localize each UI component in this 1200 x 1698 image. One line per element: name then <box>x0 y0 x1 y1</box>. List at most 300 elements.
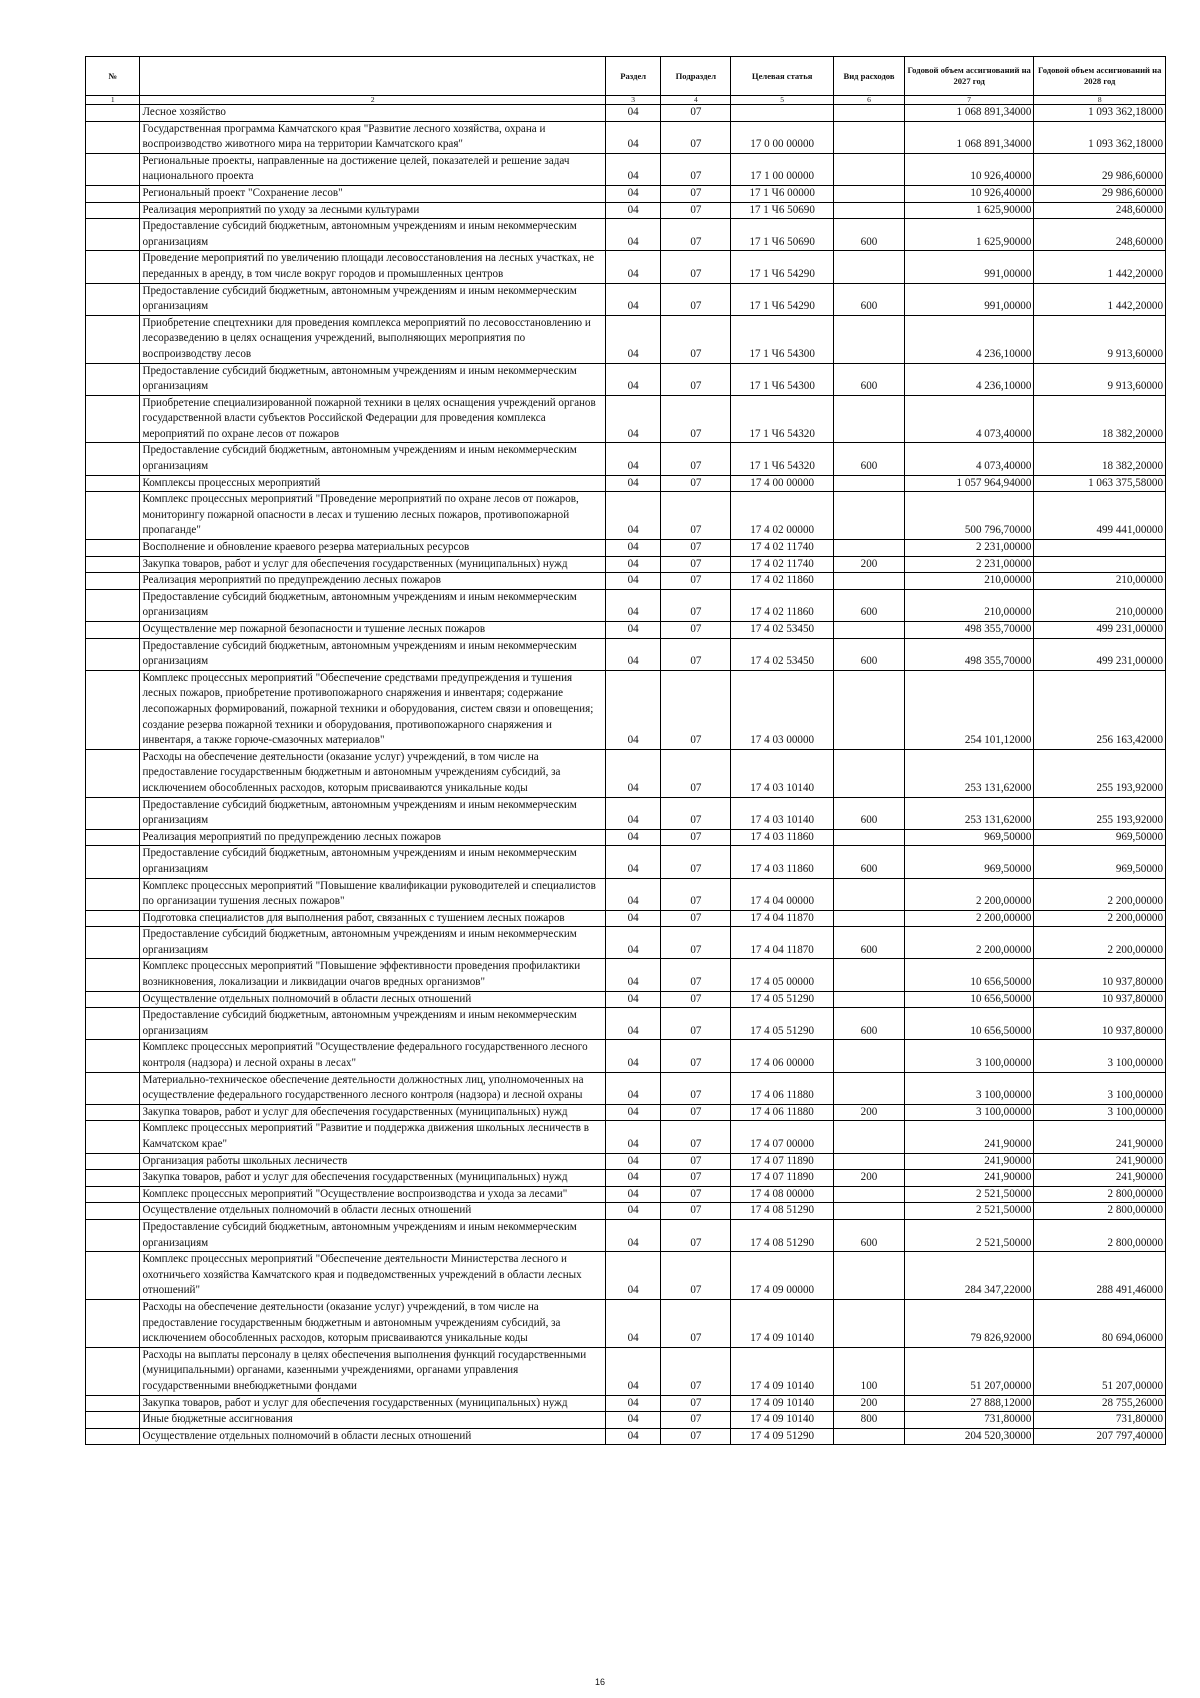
row-volume-2027: 284 347,22000 <box>904 1252 1033 1300</box>
row-subsection: 07 <box>661 927 731 959</box>
row-target-article: 17 1 Ч6 54320 <box>731 395 834 443</box>
table-row <box>86 121 1166 153</box>
table-row <box>86 283 1166 315</box>
row-target-article: 17 4 07 00000 <box>731 1121 834 1153</box>
row-volume-2027: 253 131,62000 <box>904 749 1033 797</box>
row-number <box>86 1347 140 1395</box>
header-volume-2028: Годовой объем ассигнований на 2028 год <box>1034 57 1166 96</box>
row-name: Закупка товаров, работ и услуг для обеспечения государственных (муниципальных) нужд <box>140 556 605 573</box>
row-number <box>86 797 140 829</box>
row-expense-type <box>834 910 905 927</box>
row-number <box>86 959 140 991</box>
row-expense-type <box>834 829 905 846</box>
row-target-article: 17 4 02 11740 <box>731 540 834 557</box>
row-name: Предоставление субсидий бюджетным, автономным учреждениям и иным некоммерческим организациям <box>140 219 605 251</box>
table-row <box>86 622 1166 639</box>
row-section: 04 <box>605 1299 660 1347</box>
row-subsection: 07 <box>661 121 731 153</box>
row-volume-2027: 2 521,50000 <box>904 1186 1033 1203</box>
row-name: Предоставление субсидий бюджетным, автономным учреждениям и иным некоммерческим организациям <box>140 638 605 670</box>
table-row <box>86 910 1166 927</box>
row-expense-type <box>834 1040 905 1072</box>
row-name: Проведение мероприятий по увеличению площади лесовосстановления на лесных участках, не переданных в аренду, в том числе вокруг городов и промышленных центров <box>140 251 605 283</box>
row-volume-2027: 4 236,10000 <box>904 315 1033 363</box>
row-expense-type <box>834 991 905 1008</box>
row-volume-2027: 2 200,00000 <box>904 878 1033 910</box>
row-volume-2028: 29 986,60000 <box>1034 153 1166 185</box>
table-row <box>86 589 1166 621</box>
row-subsection: 07 <box>661 105 731 122</box>
row-volume-2028: 288 491,46000 <box>1034 1252 1166 1300</box>
table-row <box>86 1395 1166 1412</box>
table-row <box>86 1203 1166 1220</box>
row-target-article: 17 4 02 53450 <box>731 622 834 639</box>
row-number <box>86 121 140 153</box>
row-subsection: 07 <box>661 202 731 219</box>
row-subsection: 07 <box>661 1186 731 1203</box>
row-expense-type <box>834 1072 905 1104</box>
row-number <box>86 475 140 492</box>
row-volume-2028: 2 200,00000 <box>1034 878 1166 910</box>
column-number: 3 <box>605 96 660 105</box>
row-volume-2028: 241,90000 <box>1034 1170 1166 1187</box>
table-row <box>86 959 1166 991</box>
row-section: 04 <box>605 622 660 639</box>
row-volume-2027: 79 826,92000 <box>904 1299 1033 1347</box>
column-number: 6 <box>834 96 905 105</box>
table-row <box>86 492 1166 540</box>
row-expense-type <box>834 315 905 363</box>
row-volume-2028: 1 093 362,18000 <box>1034 121 1166 153</box>
row-name: Расходы на обеспечение деятельности (оказание услуг) учреждений, в том числе на предоставление государственным бюджетным и автономным учреждениям субсидий, за исключением обособленных расходов, которым присваиваются уникальные коды <box>140 749 605 797</box>
row-number <box>86 573 140 590</box>
row-name: Государственная программа Камчатского края "Развитие лесного хозяйства, охрана и воспроизводство животного мира на территории Камчатского края" <box>140 121 605 153</box>
row-expense-type <box>834 1121 905 1153</box>
row-target-article: 17 4 04 11870 <box>731 910 834 927</box>
row-name: Расходы на обеспечение деятельности (оказание услуг) учреждений, в том числе на предоставление государственным бюджетным и автономным учреждениям субсидий, за исключением обособленных расходов, которым присваиваются уникальные коды <box>140 1299 605 1347</box>
row-name: Осуществление отдельных полномочий в области лесных отношений <box>140 1428 605 1445</box>
row-expense-type <box>834 105 905 122</box>
row-name: Комплекс процессных мероприятий "Развитие и поддержка движения школьных лесничеств в Камчатском крае" <box>140 1121 605 1153</box>
table-row <box>86 219 1166 251</box>
row-target-article: 17 1 Ч6 50690 <box>731 202 834 219</box>
table-row <box>86 573 1166 590</box>
table-row <box>86 1347 1166 1395</box>
row-section: 04 <box>605 1008 660 1040</box>
row-expense-type <box>834 670 905 749</box>
row-number <box>86 1395 140 1412</box>
row-volume-2028: 248,60000 <box>1034 219 1166 251</box>
row-name: Комплекс процессных мероприятий "Осуществление воспроизводства и ухода за лесами" <box>140 1186 605 1203</box>
row-subsection: 07 <box>661 1153 731 1170</box>
row-number <box>86 878 140 910</box>
row-expense-type: 100 <box>834 1347 905 1395</box>
row-section: 04 <box>605 153 660 185</box>
row-volume-2028: 2 800,00000 <box>1034 1219 1166 1251</box>
row-volume-2027: 241,90000 <box>904 1170 1033 1187</box>
row-section: 04 <box>605 363 660 395</box>
row-volume-2027: 241,90000 <box>904 1121 1033 1153</box>
row-volume-2028: 3 100,00000 <box>1034 1040 1166 1072</box>
table-row <box>86 1428 1166 1445</box>
row-volume-2027: 969,50000 <box>904 829 1033 846</box>
row-volume-2027: 498 355,70000 <box>904 638 1033 670</box>
row-volume-2028: 18 382,20000 <box>1034 395 1166 443</box>
table-row <box>86 475 1166 492</box>
row-expense-type <box>834 1252 905 1300</box>
row-section: 04 <box>605 1186 660 1203</box>
row-subsection: 07 <box>661 153 731 185</box>
row-section: 04 <box>605 1104 660 1121</box>
row-volume-2028: 10 937,80000 <box>1034 959 1166 991</box>
header-name <box>140 57 605 96</box>
row-volume-2028: 1 442,20000 <box>1034 283 1166 315</box>
header-row <box>86 57 1166 96</box>
row-target-article: 17 1 Ч6 00000 <box>731 185 834 202</box>
row-expense-type <box>834 749 905 797</box>
row-name: Приобретение специализированной пожарной техники в целях оснащения учреждений органов государственной власти субъектов Российской Федерации для проведения комплекса мероприятий по охране лесов от пожаров <box>140 395 605 443</box>
row-volume-2027: 253 131,62000 <box>904 797 1033 829</box>
row-subsection: 07 <box>661 638 731 670</box>
row-volume-2027: 10 656,50000 <box>904 1008 1033 1040</box>
row-subsection: 07 <box>661 1040 731 1072</box>
row-section: 04 <box>605 910 660 927</box>
row-target-article: 17 4 05 51290 <box>731 1008 834 1040</box>
page-number: 16 <box>594 1677 605 1687</box>
row-target-article: 17 4 06 11880 <box>731 1104 834 1121</box>
table-row <box>86 1040 1166 1072</box>
row-section: 04 <box>605 589 660 621</box>
row-name: Комплекс процессных мероприятий "Обеспечение деятельности Министерства лесного и охотничьего хозяйства Камчатского края и подведомственных учреждений в области лесных отношений" <box>140 1252 605 1300</box>
row-number <box>86 1203 140 1220</box>
row-target-article <box>731 105 834 122</box>
row-number <box>86 670 140 749</box>
row-volume-2028 <box>1034 556 1166 573</box>
row-number <box>86 283 140 315</box>
row-number <box>86 1040 140 1072</box>
row-expense-type: 600 <box>834 363 905 395</box>
row-section: 04 <box>605 991 660 1008</box>
row-name: Региональный проект "Сохранение лесов" <box>140 185 605 202</box>
row-volume-2027: 3 100,00000 <box>904 1040 1033 1072</box>
column-number: 2 <box>140 96 605 105</box>
table-row <box>86 1153 1166 1170</box>
row-target-article: 17 4 00 00000 <box>731 475 834 492</box>
row-section: 04 <box>605 1252 660 1300</box>
row-section: 04 <box>605 202 660 219</box>
row-volume-2028: 210,00000 <box>1034 589 1166 621</box>
row-volume-2028: 731,80000 <box>1034 1412 1166 1429</box>
row-subsection: 07 <box>661 185 731 202</box>
row-name: Предоставление субсидий бюджетным, автономным учреждениям и иным некоммерческим организациям <box>140 927 605 959</box>
table-row <box>86 1170 1166 1187</box>
row-volume-2028: 1 442,20000 <box>1034 251 1166 283</box>
row-subsection: 07 <box>661 910 731 927</box>
row-volume-2028: 2 200,00000 <box>1034 927 1166 959</box>
row-volume-2028: 1 093 362,18000 <box>1034 105 1166 122</box>
row-volume-2028: 2 800,00000 <box>1034 1186 1166 1203</box>
row-target-article: 17 4 05 51290 <box>731 991 834 1008</box>
row-name: Материально-техническое обеспечение деятельности должностных лиц, уполномоченных на осуществление федерального государственного лесного контроля (надзора) и лесной охраны <box>140 1072 605 1104</box>
row-section: 04 <box>605 1412 660 1429</box>
row-number <box>86 395 140 443</box>
row-expense-type <box>834 878 905 910</box>
row-section: 04 <box>605 105 660 122</box>
row-volume-2028: 28 755,26000 <box>1034 1395 1166 1412</box>
row-name: Приобретение спецтехники для проведения комплекса мероприятий по лесовосстановлению и лесоразведению в целях оснащения учреждений, выполняющих мероприятия по воспроизводству лесов <box>140 315 605 363</box>
column-number: 1 <box>86 96 140 105</box>
row-volume-2027: 4 073,40000 <box>904 443 1033 475</box>
row-volume-2028: 3 100,00000 <box>1034 1104 1166 1121</box>
table-row <box>86 540 1166 557</box>
row-volume-2027: 1 068 891,34000 <box>904 121 1033 153</box>
row-number <box>86 363 140 395</box>
row-name: Реализация мероприятий по предупреждению лесных пожаров <box>140 829 605 846</box>
row-volume-2028: 18 382,20000 <box>1034 443 1166 475</box>
row-volume-2027: 10 926,40000 <box>904 153 1033 185</box>
budget-table <box>85 56 1166 1445</box>
row-expense-type <box>834 202 905 219</box>
row-number <box>86 185 140 202</box>
table-row <box>86 202 1166 219</box>
row-section: 04 <box>605 121 660 153</box>
row-section: 04 <box>605 1121 660 1153</box>
row-expense-type <box>834 1203 905 1220</box>
row-expense-type: 200 <box>834 1104 905 1121</box>
row-target-article: 17 4 04 11870 <box>731 927 834 959</box>
row-section: 04 <box>605 573 660 590</box>
row-volume-2028: 256 163,42000 <box>1034 670 1166 749</box>
row-expense-type <box>834 475 905 492</box>
row-subsection: 07 <box>661 573 731 590</box>
row-volume-2027: 10 656,50000 <box>904 959 1033 991</box>
row-section: 04 <box>605 443 660 475</box>
header-num: № <box>86 57 140 96</box>
row-volume-2028: 241,90000 <box>1034 1153 1166 1170</box>
row-name: Комплекс процессных мероприятий "Повышение квалификации руководителей и специалистов по организации тушения лесных пожаров" <box>140 878 605 910</box>
row-number <box>86 556 140 573</box>
row-target-article: 17 4 09 10140 <box>731 1347 834 1395</box>
row-subsection: 07 <box>661 622 731 639</box>
row-number <box>86 105 140 122</box>
row-name: Иные бюджетные ассигнования <box>140 1412 605 1429</box>
row-target-article: 17 1 Ч6 54300 <box>731 315 834 363</box>
row-number <box>86 443 140 475</box>
row-volume-2027: 4 236,10000 <box>904 363 1033 395</box>
row-target-article: 17 4 06 11880 <box>731 1072 834 1104</box>
row-section: 04 <box>605 283 660 315</box>
row-volume-2027: 500 796,70000 <box>904 492 1033 540</box>
column-number-row <box>86 96 1166 105</box>
row-expense-type <box>834 1428 905 1445</box>
row-subsection: 07 <box>661 492 731 540</box>
row-volume-2027: 498 355,70000 <box>904 622 1033 639</box>
row-volume-2027: 2 231,00000 <box>904 556 1033 573</box>
row-section: 04 <box>605 829 660 846</box>
row-expense-type: 600 <box>834 283 905 315</box>
row-expense-type <box>834 251 905 283</box>
row-section: 04 <box>605 1347 660 1395</box>
row-volume-2028 <box>1034 540 1166 557</box>
row-subsection: 07 <box>661 878 731 910</box>
row-number <box>86 1170 140 1187</box>
row-expense-type: 600 <box>834 1219 905 1251</box>
row-subsection: 07 <box>661 283 731 315</box>
row-subsection: 07 <box>661 1412 731 1429</box>
header-target-article: Целевая статья <box>731 57 834 96</box>
row-name: Региональные проекты, направленные на достижение целей, показателей и решение задач национального проекта <box>140 153 605 185</box>
row-name: Комплекс процессных мероприятий "Обеспечение средствами предупреждения и тушения лесных пожаров, приобретение противопожарного снаряжения и инвентаря; содержание лесопожарных формирований, пожарной техники и оборудования, систем связи и оповещения; создание резерва пожарной техники и оборудования, противопожарного снаряжения и инвентаря, а также горюче-смазочных материалов" <box>140 670 605 749</box>
row-volume-2028: 969,50000 <box>1034 829 1166 846</box>
row-subsection: 07 <box>661 797 731 829</box>
row-subsection: 07 <box>661 1104 731 1121</box>
table-row <box>86 797 1166 829</box>
row-subsection: 07 <box>661 749 731 797</box>
row-name: Закупка товаров, работ и услуг для обеспечения государственных (муниципальных) нужд <box>140 1395 605 1412</box>
row-name: Предоставление субсидий бюджетным, автономным учреждениям и иным некоммерческим организациям <box>140 443 605 475</box>
row-volume-2027: 4 073,40000 <box>904 395 1033 443</box>
table-row <box>86 991 1166 1008</box>
row-name: Предоставление субсидий бюджетным, автономным учреждениям и иным некоммерческим организациям <box>140 589 605 621</box>
row-number <box>86 153 140 185</box>
row-subsection: 07 <box>661 443 731 475</box>
row-name: Реализация мероприятий по уходу за лесными культурами <box>140 202 605 219</box>
row-section: 04 <box>605 846 660 878</box>
row-expense-type: 600 <box>834 443 905 475</box>
table-row <box>86 1186 1166 1203</box>
row-number <box>86 1104 140 1121</box>
row-subsection: 07 <box>661 1299 731 1347</box>
row-volume-2028: 969,50000 <box>1034 846 1166 878</box>
row-name: Предоставление субсидий бюджетным, автономным учреждениям и иным некоммерческим организациям <box>140 1219 605 1251</box>
table-row <box>86 395 1166 443</box>
row-number <box>86 829 140 846</box>
row-subsection: 07 <box>661 1252 731 1300</box>
row-section: 04 <box>605 927 660 959</box>
row-target-article: 17 4 07 11890 <box>731 1153 834 1170</box>
row-section: 04 <box>605 1203 660 1220</box>
row-volume-2027: 2 521,50000 <box>904 1219 1033 1251</box>
row-expense-type <box>834 121 905 153</box>
row-section: 04 <box>605 556 660 573</box>
table-row <box>86 443 1166 475</box>
row-name: Комплекс процессных мероприятий "Осуществление федерального государственного лесного контроля (надзора) и лесной охраны в лесах" <box>140 1040 605 1072</box>
row-section: 04 <box>605 670 660 749</box>
row-section: 04 <box>605 1072 660 1104</box>
table-row <box>86 1104 1166 1121</box>
row-target-article: 17 1 Ч6 54300 <box>731 363 834 395</box>
row-section: 04 <box>605 219 660 251</box>
table-row <box>86 1412 1166 1429</box>
row-name: Организация работы школьных лесничеств <box>140 1153 605 1170</box>
row-number <box>86 492 140 540</box>
row-number <box>86 1008 140 1040</box>
row-subsection: 07 <box>661 1008 731 1040</box>
row-name: Осуществление отдельных полномочий в области лесных отношений <box>140 1203 605 1220</box>
row-expense-type: 600 <box>834 638 905 670</box>
row-number <box>86 202 140 219</box>
row-subsection: 07 <box>661 395 731 443</box>
row-name: Закупка товаров, работ и услуг для обеспечения государственных (муниципальных) нужд <box>140 1104 605 1121</box>
row-volume-2028: 499 231,00000 <box>1034 622 1166 639</box>
row-section: 04 <box>605 492 660 540</box>
header-volume-2027: Годовой объем ассигнований на 2027 год <box>904 57 1033 96</box>
row-volume-2028: 499 231,00000 <box>1034 638 1166 670</box>
row-expense-type: 600 <box>834 589 905 621</box>
row-target-article: 17 4 02 11740 <box>731 556 834 573</box>
row-expense-type <box>834 492 905 540</box>
row-target-article: 17 4 08 51290 <box>731 1203 834 1220</box>
row-subsection: 07 <box>661 1170 731 1187</box>
row-expense-type: 200 <box>834 556 905 573</box>
row-volume-2027: 27 888,12000 <box>904 1395 1033 1412</box>
row-name: Расходы на выплаты персоналу в целях обеспечения выполнения функций государственными (муниципальными) органами, казенными учреждениями, органами управления государственными внебюджетными фондами <box>140 1347 605 1395</box>
row-expense-type <box>834 573 905 590</box>
row-target-article: 17 4 02 11860 <box>731 573 834 590</box>
row-target-article: 17 4 09 10140 <box>731 1395 834 1412</box>
row-number <box>86 1153 140 1170</box>
row-expense-type: 600 <box>834 1008 905 1040</box>
row-volume-2028: 2 200,00000 <box>1034 910 1166 927</box>
table-body <box>86 105 1166 1445</box>
row-expense-type <box>834 959 905 991</box>
row-number <box>86 1219 140 1251</box>
row-target-article: 17 4 09 10140 <box>731 1412 834 1429</box>
row-target-article: 17 4 02 53450 <box>731 638 834 670</box>
row-number <box>86 927 140 959</box>
row-section: 04 <box>605 185 660 202</box>
row-expense-type: 600 <box>834 846 905 878</box>
row-subsection: 07 <box>661 959 731 991</box>
table-row <box>86 556 1166 573</box>
row-name: Предоставление субсидий бюджетным, автономным учреждениям и иным некоммерческим организациям <box>140 797 605 829</box>
row-number <box>86 1428 140 1445</box>
column-number: 5 <box>731 96 834 105</box>
row-subsection: 07 <box>661 589 731 621</box>
row-name: Комплекс процессных мероприятий "Повышение эффективности проведения профилактики возникновения, локализации и ликвидации очагов вредных организмов" <box>140 959 605 991</box>
row-volume-2028: 10 937,80000 <box>1034 991 1166 1008</box>
row-target-article: 17 4 07 11890 <box>731 1170 834 1187</box>
row-volume-2027: 3 100,00000 <box>904 1072 1033 1104</box>
row-subsection: 07 <box>661 1347 731 1395</box>
row-section: 04 <box>605 797 660 829</box>
row-volume-2028: 255 193,92000 <box>1034 749 1166 797</box>
row-expense-type: 200 <box>834 1170 905 1187</box>
row-subsection: 07 <box>661 1121 731 1153</box>
table-row <box>86 846 1166 878</box>
row-section: 04 <box>605 1040 660 1072</box>
row-expense-type: 600 <box>834 797 905 829</box>
row-volume-2027: 991,00000 <box>904 283 1033 315</box>
row-name: Осуществление отдельных полномочий в области лесных отношений <box>140 991 605 1008</box>
table-row <box>86 315 1166 363</box>
row-name: Предоставление субсидий бюджетным, автономным учреждениям и иным некоммерческим организациям <box>140 1008 605 1040</box>
table-row <box>86 1252 1166 1300</box>
table-row <box>86 1219 1166 1251</box>
row-number <box>86 540 140 557</box>
row-target-article: 17 4 08 51290 <box>731 1219 834 1251</box>
table-row <box>86 153 1166 185</box>
row-expense-type <box>834 185 905 202</box>
row-volume-2028: 2 800,00000 <box>1034 1203 1166 1220</box>
row-number <box>86 1121 140 1153</box>
row-subsection: 07 <box>661 670 731 749</box>
header-subsection: Подраздел <box>661 57 731 96</box>
row-number <box>86 1299 140 1347</box>
row-name: Комплексы процессных мероприятий <box>140 475 605 492</box>
row-expense-type <box>834 622 905 639</box>
row-section: 04 <box>605 638 660 670</box>
